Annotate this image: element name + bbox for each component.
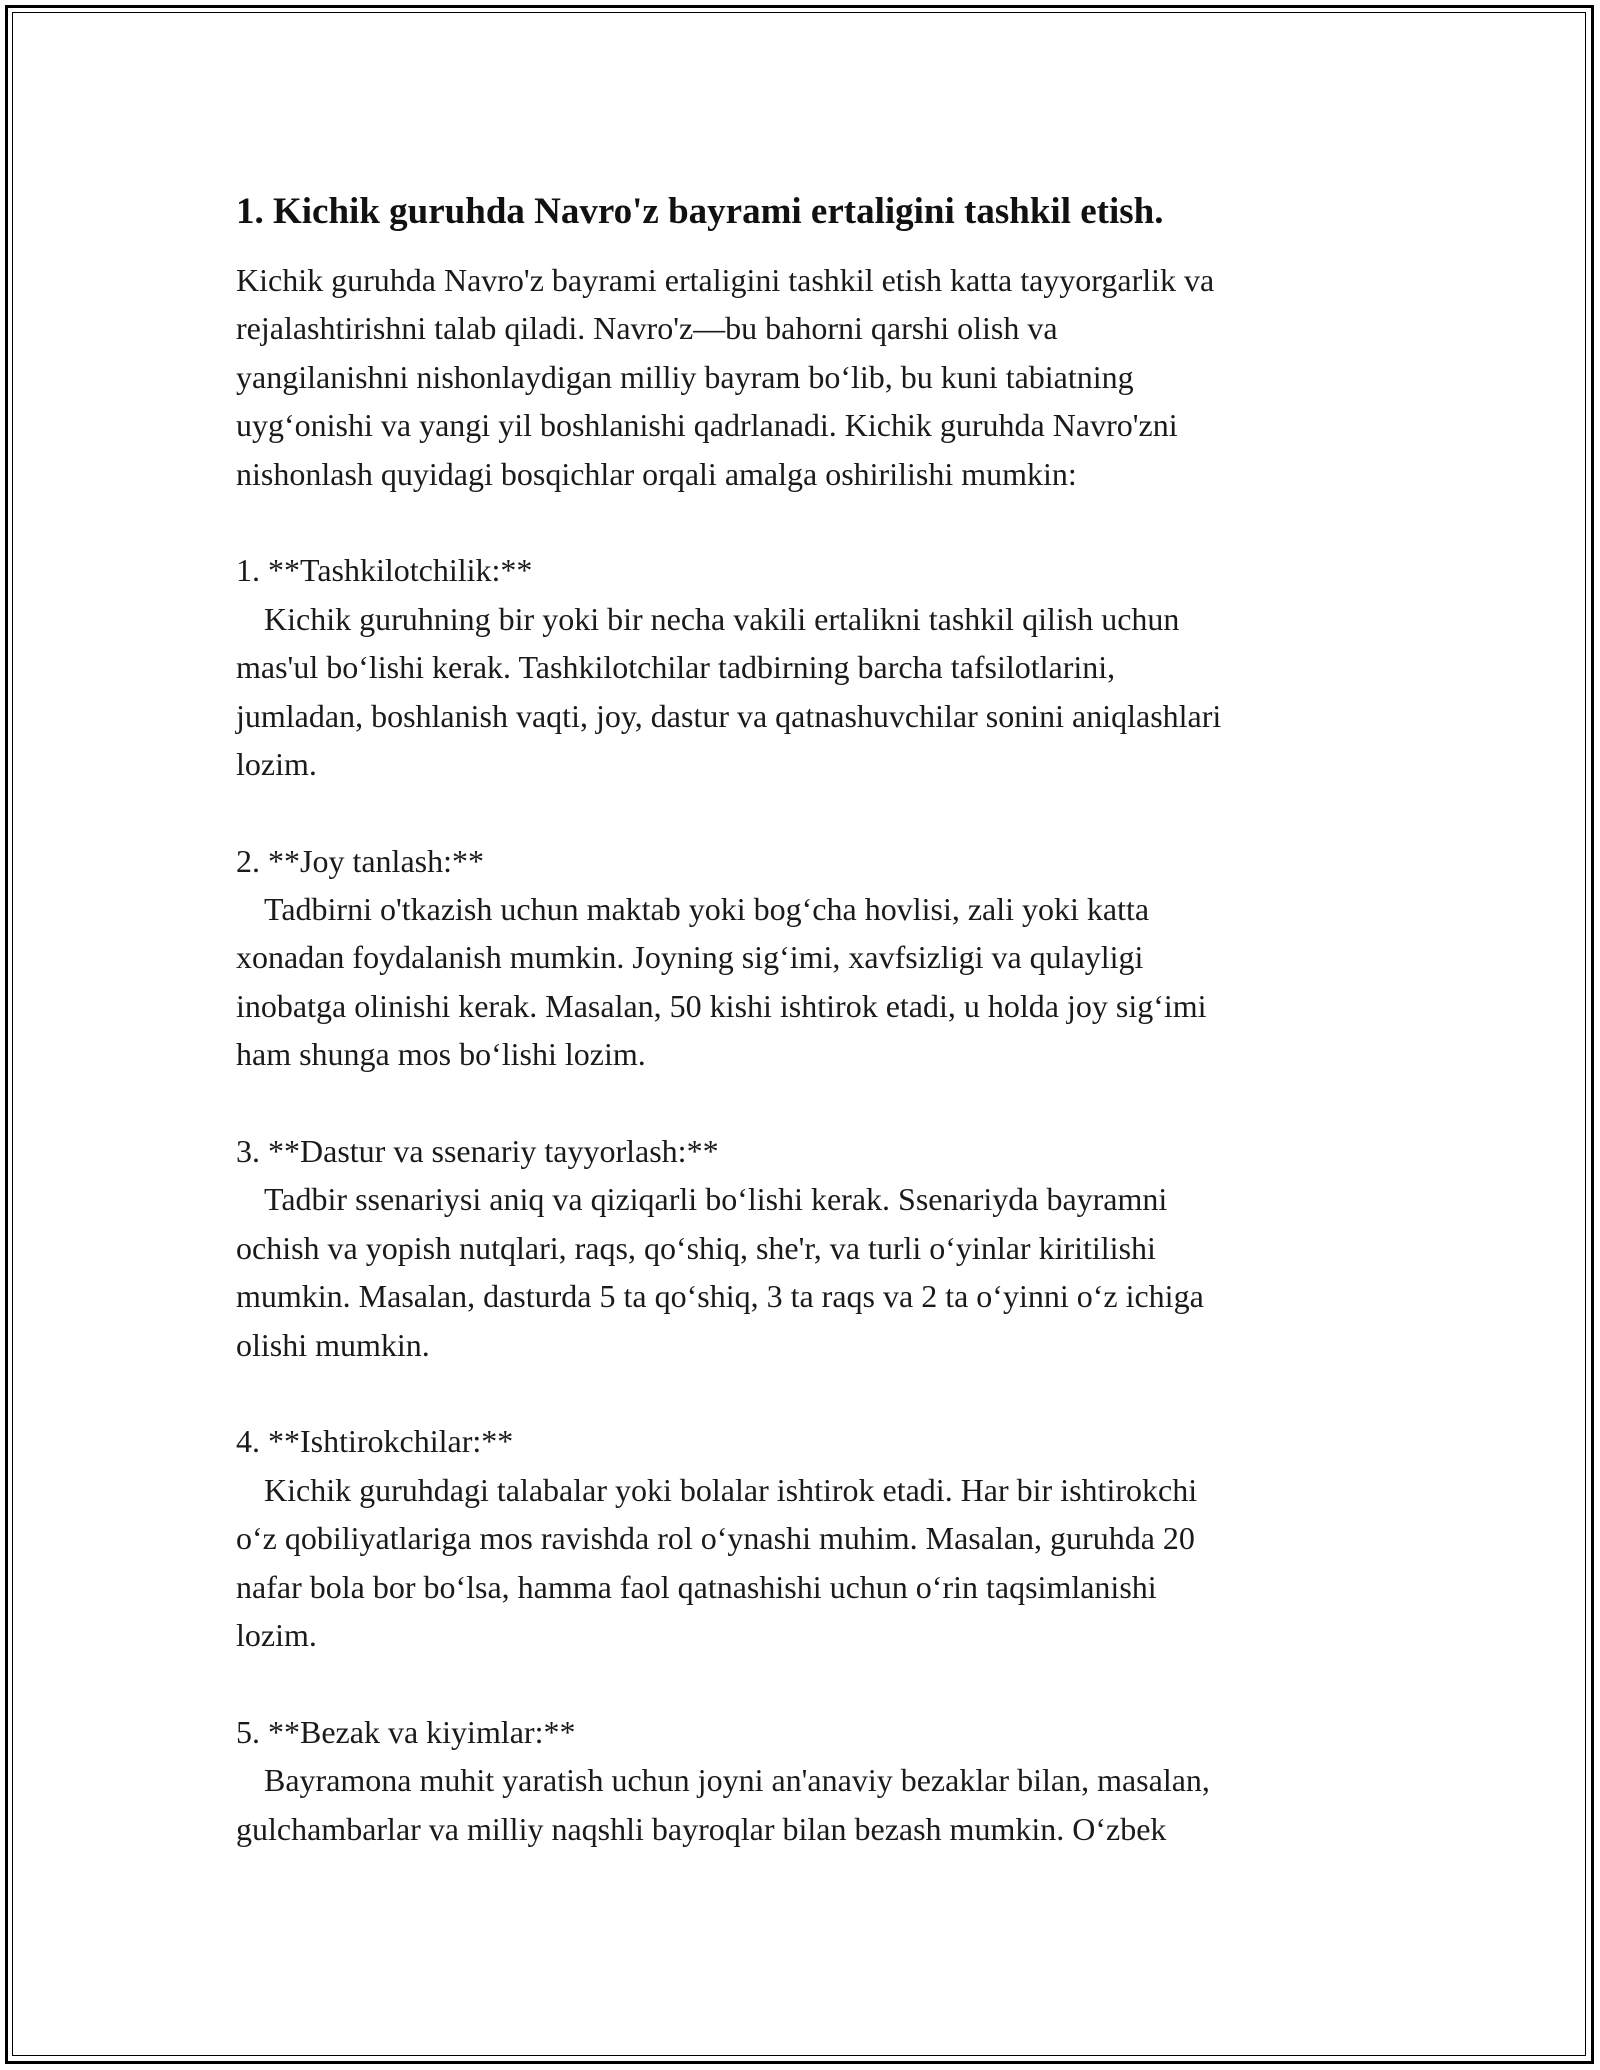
- section-heading: 1. **Tashkilotchilik:**: [236, 552, 533, 589]
- section-line: Kichik guruhdagi talabalar yoki bolalar ishtirok etadi. Har bir ishtirokchi: [264, 1471, 1198, 1508]
- section-line: inobatga olinishi kerak. Masalan, 50 kishi ishtirok etadi, u holda joy sig‘imi: [236, 987, 1207, 1024]
- section-line: mumkin. Masalan, dasturda 5 ta qo‘shiq, 3 ta raqs va 2 ta o‘yinni o‘z ichiga: [236, 1278, 1204, 1315]
- section-ishtirokchilar: [236, 1417, 1396, 1707]
- section-heading: 3. **Dastur va ssenariy tayyorlash:**: [236, 1133, 719, 1170]
- intro-paragraph: [236, 256, 1396, 546]
- section-line: olishi mumkin.: [236, 1326, 430, 1363]
- section-heading: 2. **Joy tanlash:**: [236, 842, 484, 879]
- section-line: jumladan, boshlanish vaqti, joy, dastur va qatnashuvchilar sonini aniqlashlari: [236, 697, 1222, 734]
- section-line: ochish va yopish nutqlari, raqs, qo‘shiq, she'r, va turli o‘yinlar kiritilishi: [236, 1229, 1156, 1266]
- section-line: ham shunga mos bo‘lishi lozim.: [236, 1036, 646, 1073]
- section-line: o‘z qobiliyatlariga mos ravishda rol o‘ynashi muhim. Masalan, guruhda 20: [236, 1520, 1195, 1557]
- section-line: gulchambarlar va milliy naqshli bayroqlar bilan bezash mumkin. O‘zbek: [236, 1810, 1167, 1847]
- section-line: lozim.: [236, 1616, 317, 1653]
- section-line: Bayramona muhit yaratish uchun joyni an'anaviy bezaklar bilan, masalan,: [264, 1762, 1210, 1799]
- section-line: Tadbir ssenariysi aniq va qiziqarli bo‘lishi kerak. Ssenariyda bayramni: [264, 1181, 1168, 1218]
- section-line: Tadbirni o'tkazish uchun maktab yoki bog‘cha hovlisi, zali yoki katta: [264, 891, 1150, 928]
- section-dastur: [236, 1127, 1396, 1417]
- spacer: [236, 1369, 1396, 1417]
- section-line: xonadan foydalanish mumkin. Joyning sig‘imi, xavfsizligi va qulayligi: [236, 939, 1144, 976]
- intro-line: nishonlash quyidagi bosqichlar orqali amalga oshirilishi mumkin:: [236, 455, 1077, 492]
- section-bezak: [236, 1708, 1396, 1853]
- section-heading: 4. **Ishtirokchilar:**: [236, 1423, 514, 1460]
- spacer: [236, 1079, 1396, 1127]
- document-body: [236, 188, 1396, 1853]
- section-line: nafar bola bor bo‘lsa, hamma faol qatnashishi uchun o‘rin taqsimlanishi: [236, 1568, 1157, 1605]
- spacer: [236, 788, 1396, 836]
- intro-line: Kichik guruhda Navro'z bayrami ertaligini tashkil etish katta tayyorgarlik va: [236, 262, 1215, 298]
- section-tashkilotchilik: [236, 546, 1396, 836]
- intro-line: uyg‘onishi va yangi yil boshlanishi qadrlanadi. Kichik guruhda Navro'zni: [236, 407, 1178, 444]
- document-title: 1. Kichik guruhda Navro'z bayrami ertaligini tashkil etish.: [236, 191, 1164, 232]
- section-joy-tanlash: [236, 837, 1396, 1127]
- intro-line: rejalashtirishni talab qiladi. Navro'z—bu bahorni qarshi olish va: [236, 310, 1058, 347]
- section-heading: 5. **Bezak va kiyimlar:**: [236, 1713, 576, 1750]
- spacer: [236, 1659, 1396, 1707]
- section-line: Kichik guruhning bir yoki bir necha vakili ertalikni tashkil qilish uchun: [264, 600, 1180, 637]
- intro-line: yangilanishni nishonlaydigan milliy bayram bo‘lib, bu kuni tabiatning: [236, 358, 1134, 395]
- section-line: lozim.: [236, 745, 317, 782]
- spacer: [236, 498, 1396, 546]
- section-line: mas'ul bo‘lishi kerak. Tashkilotchilar tadbirning barcha tafsilotlarini,: [236, 649, 1116, 686]
